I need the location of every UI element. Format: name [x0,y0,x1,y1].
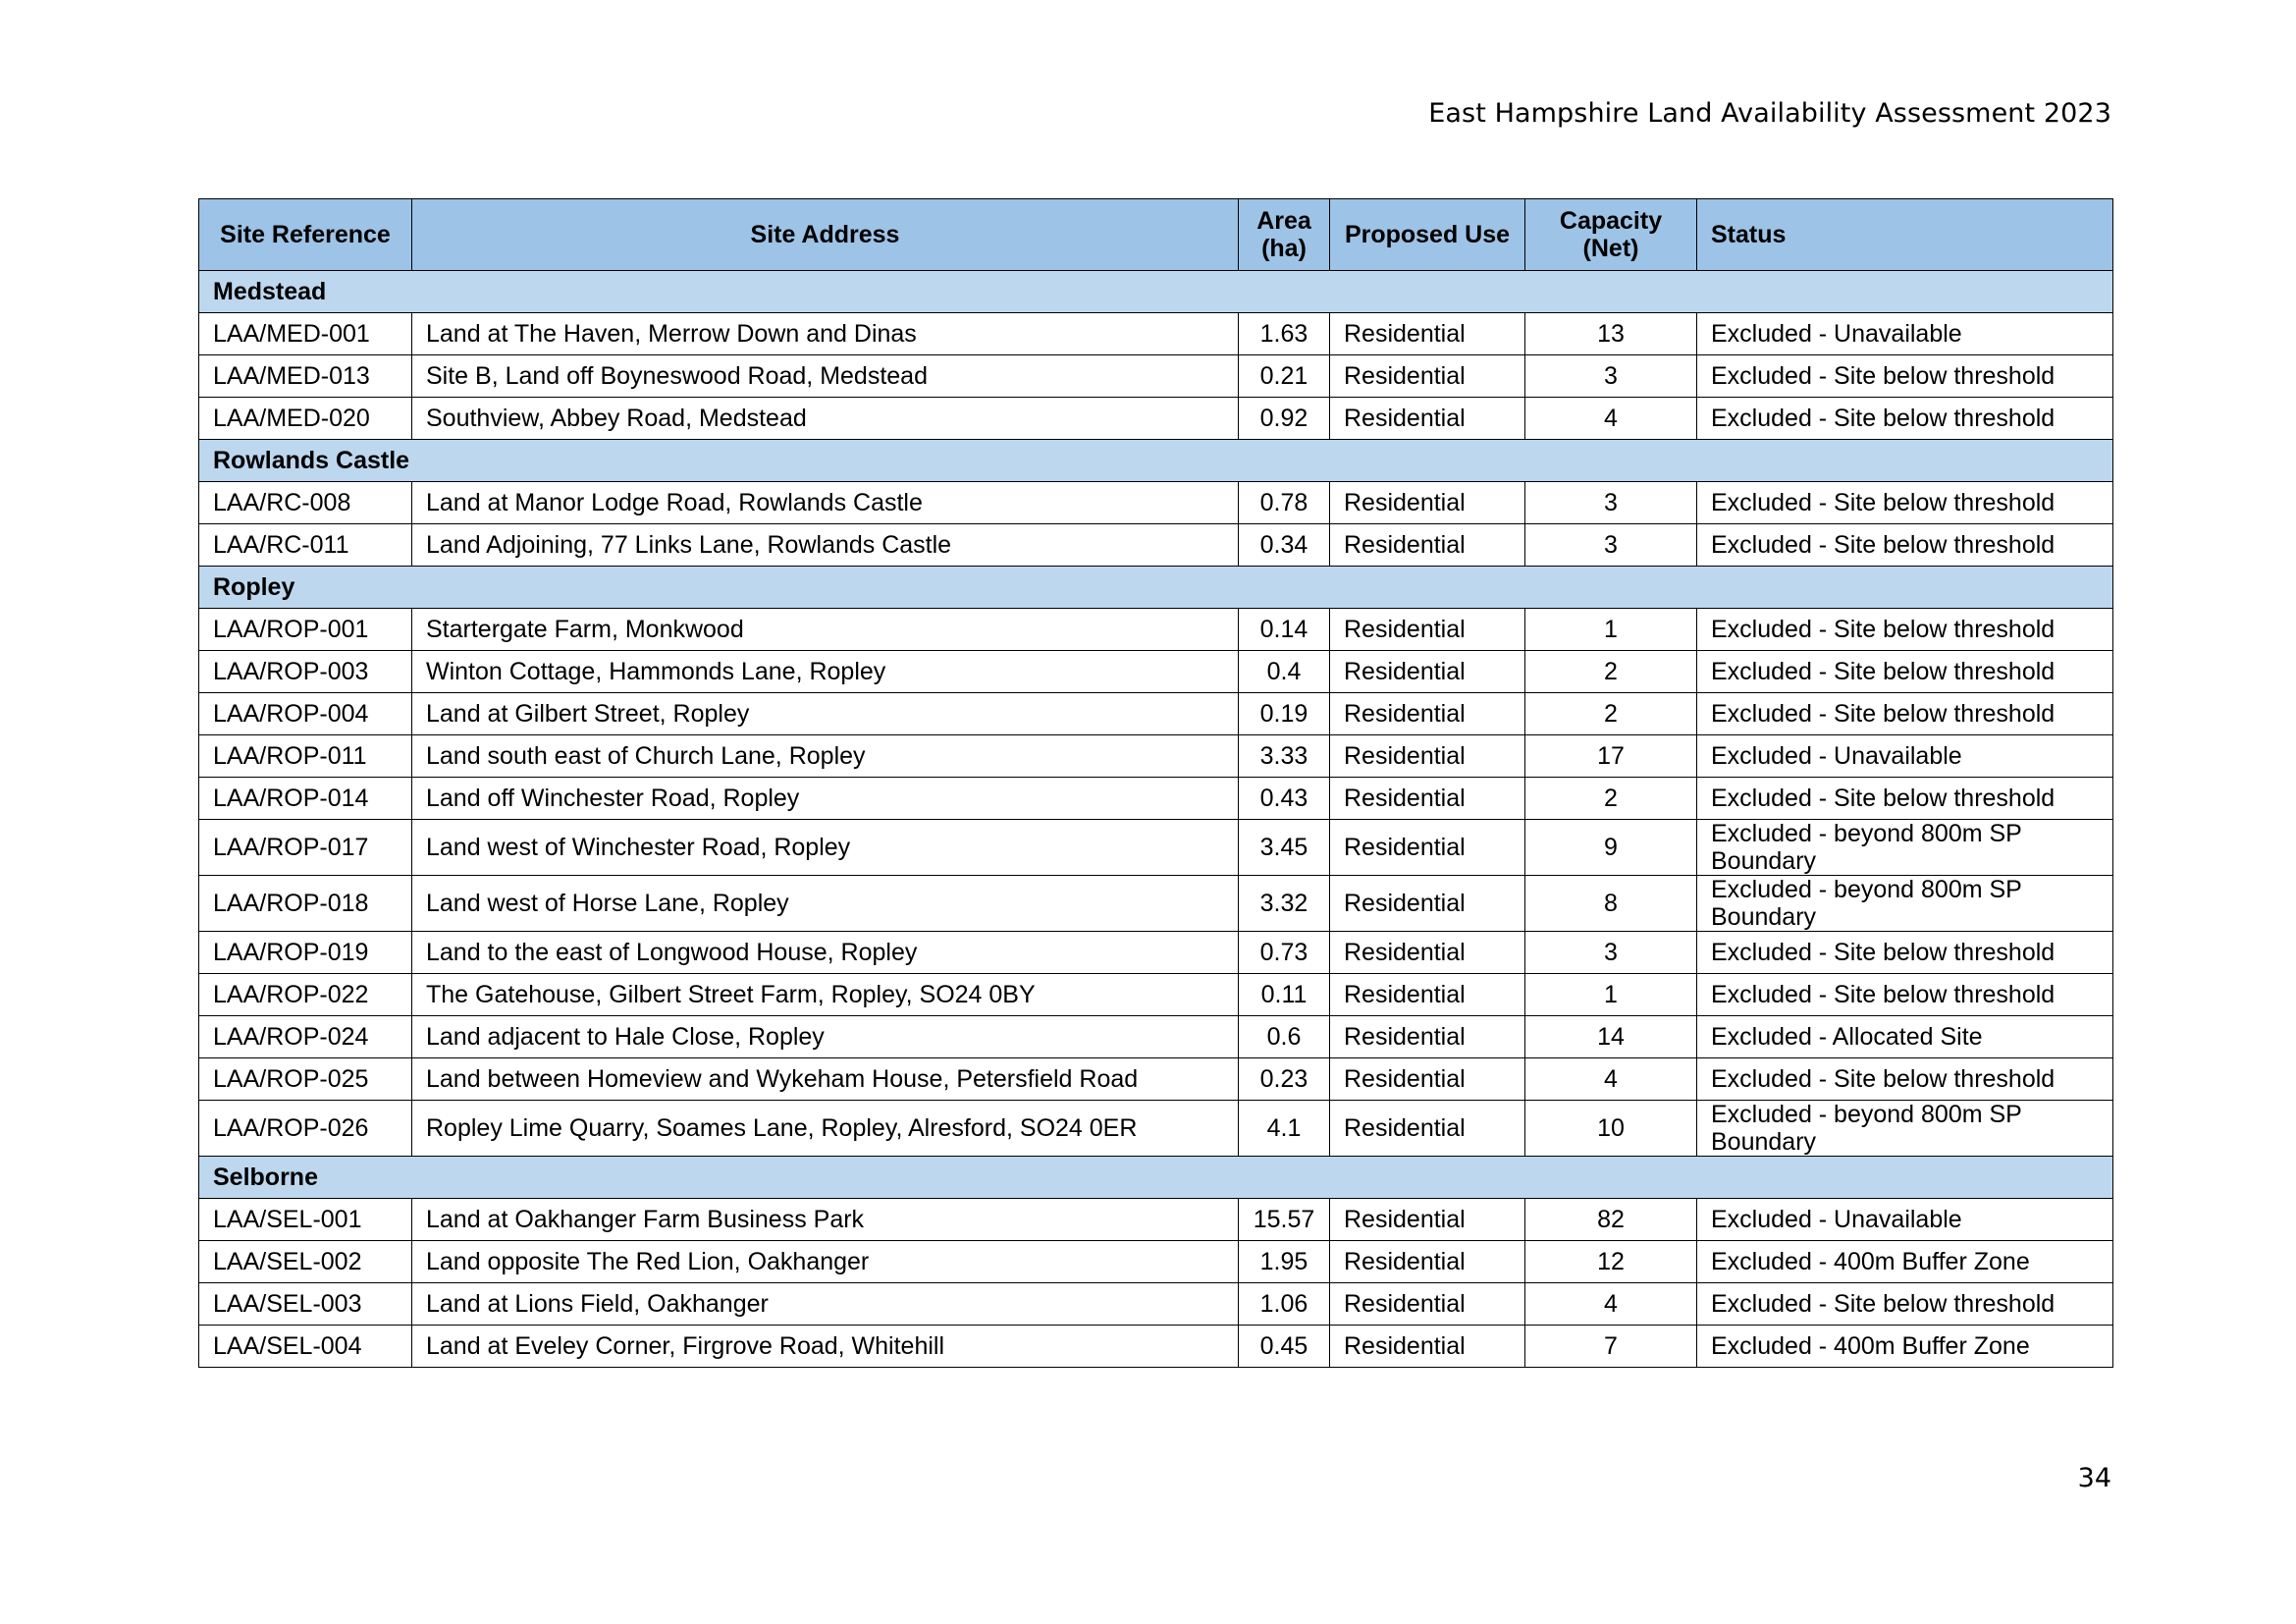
status-cell: Excluded - beyond 800m SP Boundary [1697,820,2113,876]
site-reference-cell: LAA/ROP-026 [199,1101,412,1157]
proposed-use-cell: Residential [1330,693,1525,735]
status-cell: Excluded - Site below threshold [1697,932,2113,974]
header-row [199,199,2113,271]
site-address-cell: Land off Winchester Road, Ropley [412,778,1239,820]
proposed-use-cell: Residential [1330,482,1525,524]
area-cell: 0.4 [1239,651,1330,693]
capacity-cell: 3 [1525,482,1697,524]
site-address-cell: Land adjacent to Hale Close, Ropley [412,1016,1239,1058]
capacity-cell: 2 [1525,693,1697,735]
site-reference-cell: LAA/ROP-001 [199,609,412,651]
status-cell: Excluded - Allocated Site [1697,1016,2113,1058]
table-row [199,1058,2113,1101]
status-cell: Excluded - Unavailable [1697,1199,2113,1241]
site-reference-cell: LAA/ROP-014 [199,778,412,820]
site-address-cell: Land Adjoining, 77 Links Lane, Rowlands Castle [412,524,1239,567]
area-cell: 0.23 [1239,1058,1330,1101]
table-row [199,735,2113,778]
proposed-use-cell: Residential [1330,398,1525,440]
capacity-cell: 17 [1525,735,1697,778]
proposed-use-cell: Residential [1330,778,1525,820]
proposed-use-cell: Residential [1330,1283,1525,1326]
table-row [199,876,2113,932]
status-cell: Excluded - Site below threshold [1697,355,2113,398]
group-row [199,440,2113,482]
group-row [199,567,2113,609]
site-address-cell: The Gatehouse, Gilbert Street Farm, Ropley, SO24 0BY [412,974,1239,1016]
capacity-cell: 3 [1525,932,1697,974]
column-header-proposed-use: Proposed Use [1330,199,1525,271]
status-cell: Excluded - beyond 800m SP Boundary [1697,876,2113,932]
site-reference-cell: LAA/ROP-011 [199,735,412,778]
site-reference-cell: LAA/MED-013 [199,355,412,398]
capacity-cell: 13 [1525,313,1697,355]
status-cell: Excluded - Site below threshold [1697,778,2113,820]
site-address-cell: Land west of Winchester Road, Ropley [412,820,1239,876]
table-row [199,398,2113,440]
site-address-cell: Land at Gilbert Street, Ropley [412,693,1239,735]
capacity-cell: 1 [1525,974,1697,1016]
capacity-cell: 3 [1525,524,1697,567]
site-address-cell: Land at Eveley Corner, Firgrove Road, Whitehill [412,1326,1239,1368]
capacity-cell: 2 [1525,651,1697,693]
status-cell: Excluded - 400m Buffer Zone [1697,1241,2113,1283]
proposed-use-cell: Residential [1330,1101,1525,1157]
area-cell: 1.63 [1239,313,1330,355]
page-number: 34 [2077,1463,2111,1493]
status-cell: Excluded - 400m Buffer Zone [1697,1326,2113,1368]
area-cell: 0.43 [1239,778,1330,820]
table-row [199,778,2113,820]
status-cell: Excluded - Site below threshold [1697,651,2113,693]
status-cell: Excluded - Site below threshold [1697,482,2113,524]
proposed-use-cell: Residential [1330,355,1525,398]
proposed-use-cell: Residential [1330,974,1525,1016]
proposed-use-cell: Residential [1330,1016,1525,1058]
group-name: Rowlands Castle [199,440,2113,482]
column-header-site-address: Site Address [412,199,1239,271]
site-reference-cell: LAA/ROP-019 [199,932,412,974]
proposed-use-cell: Residential [1330,932,1525,974]
proposed-use-cell: Residential [1330,820,1525,876]
site-address-cell: Land at Lions Field, Oakhanger [412,1283,1239,1326]
table-row [199,1016,2113,1058]
table-row [199,1101,2113,1157]
site-address-cell: Winton Cottage, Hammonds Lane, Ropley [412,651,1239,693]
table-row [199,1326,2113,1368]
status-cell: Excluded - Site below threshold [1697,609,2113,651]
site-address-cell: Land between Homeview and Wykeham House, Petersfield Road [412,1058,1239,1101]
status-cell: Excluded - Site below threshold [1697,1283,2113,1326]
area-cell: 15.57 [1239,1199,1330,1241]
column-header-area: Area (ha) [1239,199,1330,271]
site-reference-cell: LAA/ROP-025 [199,1058,412,1101]
table-row [199,1199,2113,1241]
area-cell: 0.19 [1239,693,1330,735]
site-address-cell: Land at Manor Lodge Road, Rowlands Castle [412,482,1239,524]
proposed-use-cell: Residential [1330,651,1525,693]
capacity-cell: 7 [1525,1326,1697,1368]
site-reference-cell: LAA/ROP-018 [199,876,412,932]
group-row [199,271,2113,313]
area-cell: 4.1 [1239,1101,1330,1157]
site-reference-cell: LAA/SEL-002 [199,1241,412,1283]
table-row [199,482,2113,524]
proposed-use-cell: Residential [1330,1326,1525,1368]
site-reference-cell: LAA/MED-001 [199,313,412,355]
proposed-use-cell: Residential [1330,1241,1525,1283]
site-address-cell: Land at The Haven, Merrow Down and Dinas [412,313,1239,355]
document-header-title: East Hampshire Land Availability Assessment 2023 [1428,98,2111,129]
group-name: Ropley [199,567,2113,609]
status-cell: Excluded - Unavailable [1697,313,2113,355]
area-cell: 0.92 [1239,398,1330,440]
area-cell: 0.21 [1239,355,1330,398]
table-row [199,820,2113,876]
area-cell: 1.06 [1239,1283,1330,1326]
table-row [199,974,2113,1016]
site-reference-cell: LAA/ROP-004 [199,693,412,735]
site-reference-cell: LAA/RC-008 [199,482,412,524]
site-address-cell: Land west of Horse Lane, Ropley [412,876,1239,932]
site-address-cell: Land opposite The Red Lion, Oakhanger [412,1241,1239,1283]
site-reference-cell: LAA/MED-020 [199,398,412,440]
status-cell: Excluded - Site below threshold [1697,1058,2113,1101]
site-reference-cell: LAA/RC-011 [199,524,412,567]
proposed-use-cell: Residential [1330,313,1525,355]
capacity-cell: 9 [1525,820,1697,876]
proposed-use-cell: Residential [1330,1199,1525,1241]
proposed-use-cell: Residential [1330,1058,1525,1101]
capacity-cell: 10 [1525,1101,1697,1157]
table-row [199,609,2113,651]
column-header-site-reference: Site Reference [199,199,412,271]
capacity-cell: 8 [1525,876,1697,932]
site-assessment-table [198,198,2113,1368]
status-cell: Excluded - Site below threshold [1697,693,2113,735]
site-reference-cell: LAA/ROP-022 [199,974,412,1016]
area-cell: 3.32 [1239,876,1330,932]
area-cell: 0.11 [1239,974,1330,1016]
site-address-cell: Southview, Abbey Road, Medstead [412,398,1239,440]
site-address-cell: Startergate Farm, Monkwood [412,609,1239,651]
capacity-cell: 14 [1525,1016,1697,1058]
status-cell: Excluded - beyond 800m SP Boundary [1697,1101,2113,1157]
group-row [199,1157,2113,1199]
capacity-cell: 4 [1525,1283,1697,1326]
site-address-cell: Ropley Lime Quarry, Soames Lane, Ropley, Alresford, SO24 0ER [412,1101,1239,1157]
capacity-cell: 2 [1525,778,1697,820]
capacity-cell: 3 [1525,355,1697,398]
proposed-use-cell: Residential [1330,876,1525,932]
capacity-cell: 4 [1525,398,1697,440]
status-cell: Excluded - Site below threshold [1697,974,2113,1016]
area-cell: 0.73 [1239,932,1330,974]
table-row [199,1283,2113,1326]
area-cell: 0.34 [1239,524,1330,567]
table-row [199,932,2113,974]
column-header-capacity: Capacity (Net) [1525,199,1697,271]
area-cell: 0.78 [1239,482,1330,524]
proposed-use-cell: Residential [1330,735,1525,778]
proposed-use-cell: Residential [1330,609,1525,651]
group-name: Medstead [199,271,2113,313]
group-name: Selborne [199,1157,2113,1199]
area-cell: 1.95 [1239,1241,1330,1283]
capacity-cell: 4 [1525,1058,1697,1101]
proposed-use-cell: Residential [1330,524,1525,567]
site-reference-cell: LAA/SEL-003 [199,1283,412,1326]
site-address-cell: Land to the east of Longwood House, Ropley [412,932,1239,974]
status-cell: Excluded - Unavailable [1697,735,2113,778]
table-row [199,355,2113,398]
table-row [199,693,2113,735]
table-row [199,1241,2113,1283]
status-cell: Excluded - Site below threshold [1697,524,2113,567]
area-cell: 0.6 [1239,1016,1330,1058]
area-cell: 3.33 [1239,735,1330,778]
site-reference-cell: LAA/ROP-003 [199,651,412,693]
area-cell: 0.14 [1239,609,1330,651]
site-reference-cell: LAA/ROP-024 [199,1016,412,1058]
table-body [199,271,2113,1368]
site-reference-cell: LAA/ROP-017 [199,820,412,876]
site-reference-cell: LAA/SEL-004 [199,1326,412,1368]
table-row [199,313,2113,355]
table-row [199,651,2113,693]
column-header-status: Status [1697,199,2113,271]
site-address-cell: Land south east of Church Lane, Ropley [412,735,1239,778]
status-cell: Excluded - Site below threshold [1697,398,2113,440]
site-reference-cell: LAA/SEL-001 [199,1199,412,1241]
area-cell: 0.45 [1239,1326,1330,1368]
capacity-cell: 12 [1525,1241,1697,1283]
site-address-cell: Land at Oakhanger Farm Business Park [412,1199,1239,1241]
table-header [199,199,2113,271]
area-cell: 3.45 [1239,820,1330,876]
capacity-cell: 1 [1525,609,1697,651]
site-address-cell: Site B, Land off Boyneswood Road, Medstead [412,355,1239,398]
capacity-cell: 82 [1525,1199,1697,1241]
table-row [199,524,2113,567]
